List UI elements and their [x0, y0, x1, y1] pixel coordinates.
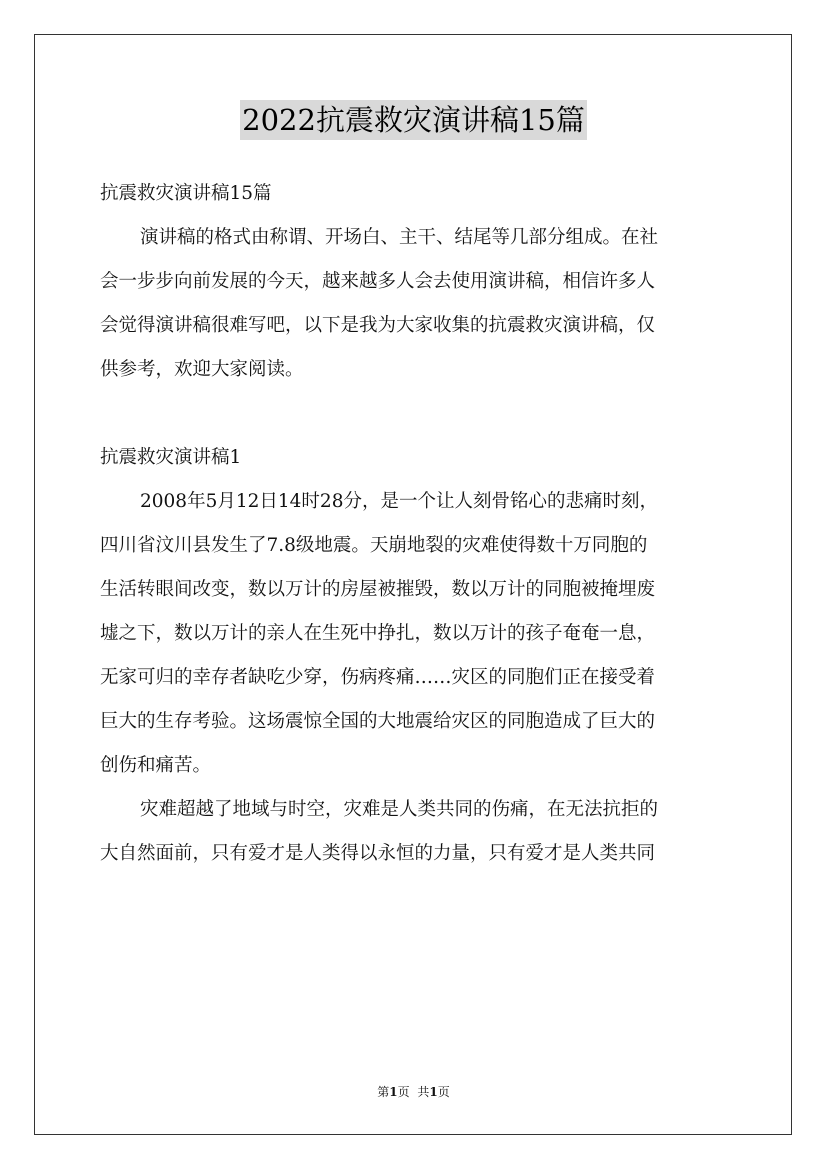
paragraph-line: 四川省汶川县发生了7.8级地震。天崩地裂的灾难使得数十万同胞的 [100, 535, 648, 556]
paragraph-first-line: 灾难超越了地域与时空，灾难是人类共同的伤痛，在无法抗拒的 [140, 799, 659, 820]
footer-page-number: 1 [389, 1085, 398, 1099]
paragraph-line: 会觉得演讲稿很难写吧，以下是我为大家收集的抗震救灾演讲稿，仅 [100, 315, 656, 336]
paragraph-line: 供参考，欢迎大家阅读。 [100, 359, 304, 380]
footer-total-suffix: 页 [437, 1085, 450, 1099]
footer-total-prefix: 共 [417, 1085, 430, 1099]
paragraph-first-line: 演讲稿的格式由称谓、开场白、主干、结尾等几部分组成。在社 [140, 227, 659, 248]
paragraph-line: 生活转眼间改变，数以万计的房屋被摧毁，数以万计的同胞被掩埋废 [100, 579, 656, 600]
paragraph-line: 无家可归的幸存者缺吃少穿，伤病疼痛……灾区的同胞们正在接受着 [100, 667, 656, 688]
paragraph-line: 会一步步向前发展的今天，越来越多人会去使用演讲稿，相信许多人 [100, 271, 656, 292]
footer-page-suffix: 页 [397, 1085, 410, 1099]
section-heading: 抗震救灾演讲稿1 [100, 447, 242, 468]
title-container [0, 100, 827, 140]
page-footer [0, 1083, 827, 1101]
footer-total-number: 1 [429, 1085, 438, 1099]
paragraph-line: 巨大的生存考验。这场震惊全国的大地震给灾区的同胞造成了巨大的 [100, 711, 656, 732]
paragraph-gap [100, 392, 730, 436]
paragraph-first-line: 2008年5月12日14时28分，是一个让人刻骨铭心的悲痛时刻， [140, 491, 658, 512]
paragraph-line: 创伤和痛苦。 [100, 755, 212, 776]
footer-page-prefix: 第 [377, 1085, 390, 1099]
document-title: 2022抗震救灾演讲稿15篇 [240, 100, 587, 140]
paragraph-line: 大自然面前，只有爱才是人类得以永恒的力量，只有爱才是人类共同 [100, 843, 656, 864]
paragraph-line: 墟之下，数以万计的亲人在生死中挣扎，数以万计的孩子奄奄一息， [100, 623, 656, 644]
document-body [100, 172, 730, 876]
section-heading: 抗震救灾演讲稿15篇 [100, 183, 272, 204]
